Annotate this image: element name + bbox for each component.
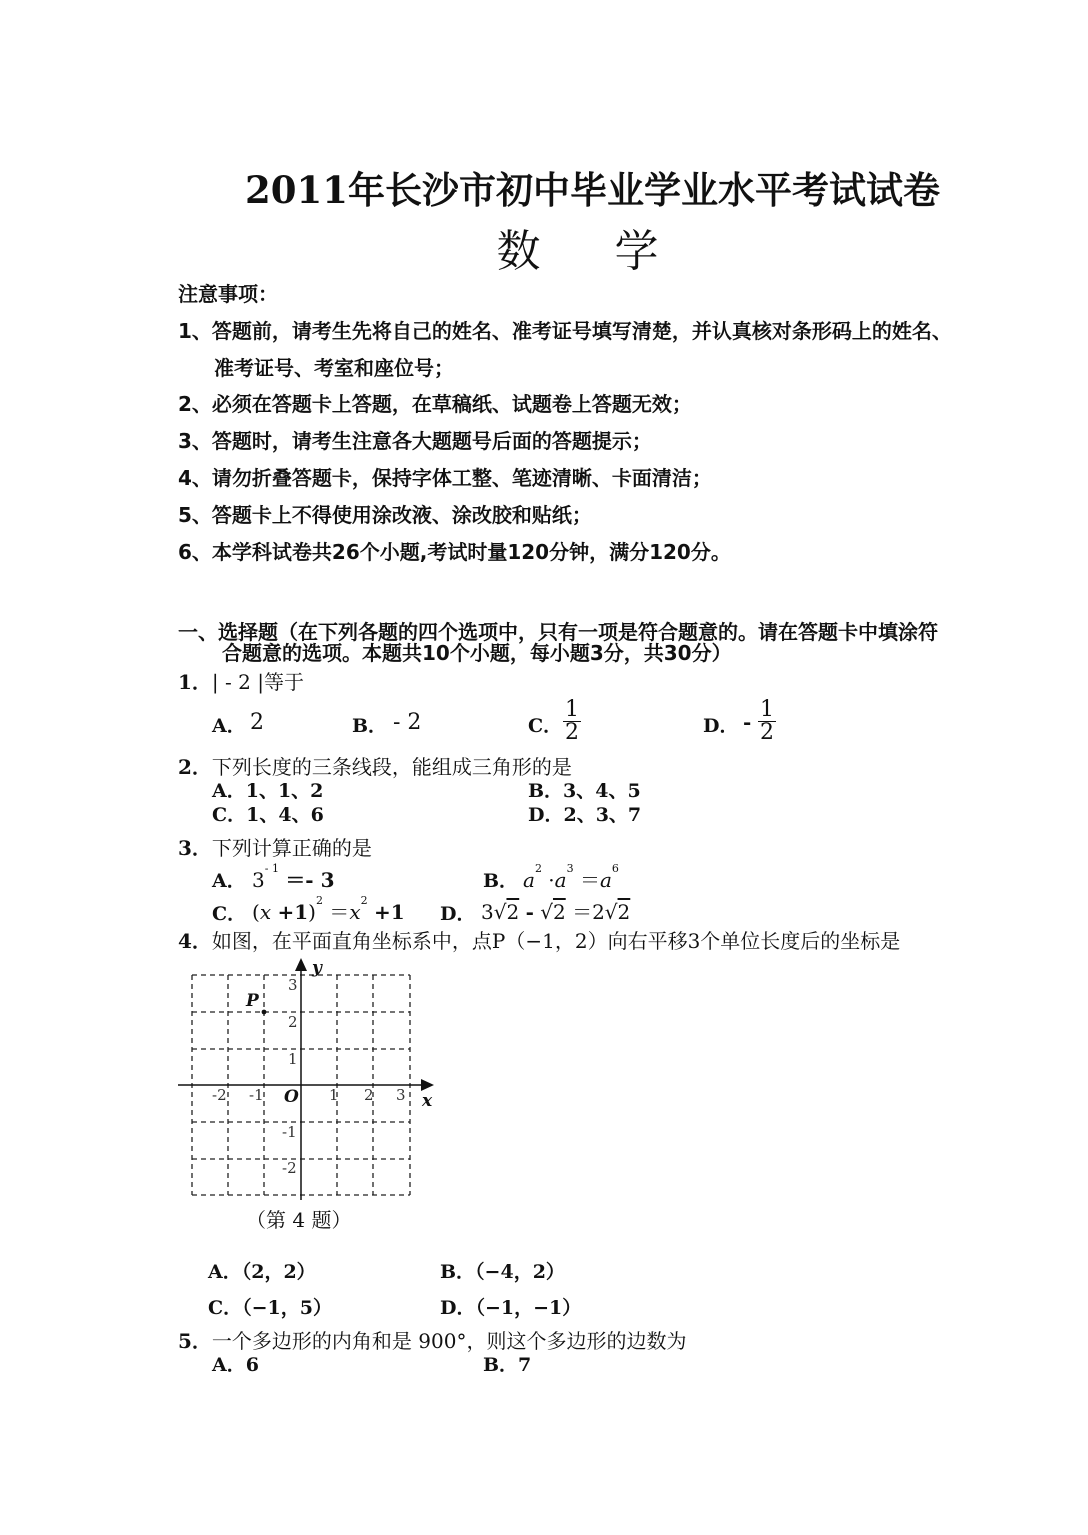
y-tick-neg1: -1 bbox=[282, 1123, 297, 1141]
q3-option-c-label: C． bbox=[212, 903, 247, 925]
question-number: 5． bbox=[178, 1329, 212, 1353]
q3-option-c-expression: $(x +1)^2 =x^2 +1$ bbox=[252, 894, 405, 924]
origin-label: O bbox=[284, 1087, 299, 1107]
notice-item-3: 3、答题时，请考生注意各大题题号后面的答题提示； bbox=[178, 429, 652, 453]
q3-option-b-label: B． bbox=[483, 870, 519, 892]
notice-item-1-cont: 准考证号、考室和座位号； bbox=[214, 356, 454, 380]
q1-option-c-fraction: $\frac{1}{2}$ bbox=[565, 697, 579, 745]
coordinate-grid bbox=[176, 955, 446, 1205]
q3-option-a-label: A． bbox=[212, 870, 246, 892]
notice-item-6: 6、本学科试卷共26个小题,考试时量120分钟，满分120分。 bbox=[178, 540, 731, 564]
q4-option-c: C．（−1，5） bbox=[208, 1297, 332, 1319]
q4-option-a: A．（2，2） bbox=[208, 1261, 316, 1283]
x-axis-label: x bbox=[422, 1091, 433, 1111]
q3-option-a-expression: $3^{- 1} =- 3$ bbox=[252, 862, 335, 892]
q1-option-a-label: A． bbox=[212, 715, 246, 737]
section-1-heading-cont: 合题意的选项。本题共10个小题，每小题3分，共30分） bbox=[222, 641, 732, 665]
q2-option-a: A．1、1、2 bbox=[212, 780, 324, 802]
q1-option-b-label: B． bbox=[352, 715, 388, 737]
q4-option-b: B．（−4，2） bbox=[440, 1261, 565, 1283]
q5-option-a: A．6 bbox=[212, 1354, 259, 1376]
notice-item-4: 4、请勿折叠答题卡，保持字体工整、笔迹清晰、卡面清洁； bbox=[178, 466, 712, 490]
question-number: 4． bbox=[178, 929, 212, 953]
notice-item-1: 1、答题前，请考生先将自己的姓名、准考证号填写清楚，并认真核对条形码上的姓名、 bbox=[178, 319, 952, 343]
q1-option-b-value: - 2 bbox=[393, 710, 422, 735]
exam-title: 2011年长沙市初中毕业学业水平考试试卷 bbox=[245, 168, 940, 212]
notice-item-2: 2、必须在答题卡上答题，在草稿纸、试题卷上答题无效； bbox=[178, 392, 692, 416]
x-tick-2: 2 bbox=[364, 1086, 374, 1104]
notice-heading: 注意事项： bbox=[178, 282, 278, 306]
question-1 bbox=[178, 666, 304, 695]
notice-item-5: 5、答题卡上不得使用涂改液、涂改胶和贴纸； bbox=[178, 503, 592, 527]
question-3 bbox=[178, 832, 372, 861]
question-stem: 下列长度的三条线段，能组成三角形的是 bbox=[211, 755, 572, 779]
q4-option-d: D．（−1，−1） bbox=[440, 1297, 582, 1319]
question-number: 3． bbox=[178, 836, 212, 860]
y-tick-3: 3 bbox=[288, 976, 298, 994]
exam-subject: 数 学 bbox=[496, 226, 689, 277]
q5-option-b: B．7 bbox=[483, 1354, 532, 1376]
question-number: 1． bbox=[178, 670, 212, 694]
y-tick-1: 1 bbox=[288, 1050, 298, 1068]
q1-option-d-fraction: $\frac{1}{2}$ bbox=[760, 697, 774, 745]
question-stem: 下列计算正确的是 bbox=[211, 836, 372, 860]
q1-option-d-label: D． bbox=[703, 715, 739, 737]
y-tick-2: 2 bbox=[288, 1013, 298, 1031]
x-tick-neg2: -2 bbox=[212, 1086, 227, 1104]
x-tick-3: 3 bbox=[396, 1086, 406, 1104]
q2-option-d: D．2、3、7 bbox=[528, 804, 642, 826]
coordinate-grid-figure bbox=[176, 955, 446, 1205]
q1-option-c-label: C． bbox=[528, 715, 563, 737]
q3-option-b-expression: $a^2 \cdot a^3 =a^6$ bbox=[523, 862, 619, 892]
q3-option-d-expression: 3√2 - √2 ＝2√2 bbox=[481, 900, 631, 924]
question-4 bbox=[178, 925, 900, 954]
y-tick-neg2: -2 bbox=[282, 1159, 297, 1177]
question-number: 2． bbox=[178, 755, 212, 779]
figure-caption: （第 4 题） bbox=[246, 1208, 352, 1232]
q1-option-d-sign: - bbox=[743, 710, 752, 734]
question-stem: 一个多边形的内角和是 900°，则这个多边形的边数为 bbox=[211, 1329, 687, 1353]
q3-option-d-label: D． bbox=[440, 903, 476, 925]
q2-option-c: C．1、4、6 bbox=[212, 804, 324, 826]
question-stem: | - 2 |等于 bbox=[211, 670, 304, 694]
q2-option-b: B．3、4、5 bbox=[528, 780, 641, 802]
x-tick-1: 1 bbox=[329, 1086, 339, 1104]
q1-option-a-value: 2 bbox=[250, 710, 264, 735]
question-stem: 如图，在平面直角坐标系中，点P（−1，2）向右平移3个单位长度后的坐标是 bbox=[211, 929, 901, 953]
section-1-heading: 一、选择题（在下列各题的四个选项中，只有一项是符合题意的。请在答题卡中填涂符 bbox=[178, 620, 938, 644]
point-p-label: P bbox=[246, 991, 259, 1011]
y-axis-label: y bbox=[312, 958, 322, 978]
x-tick-neg1: -1 bbox=[249, 1086, 264, 1104]
